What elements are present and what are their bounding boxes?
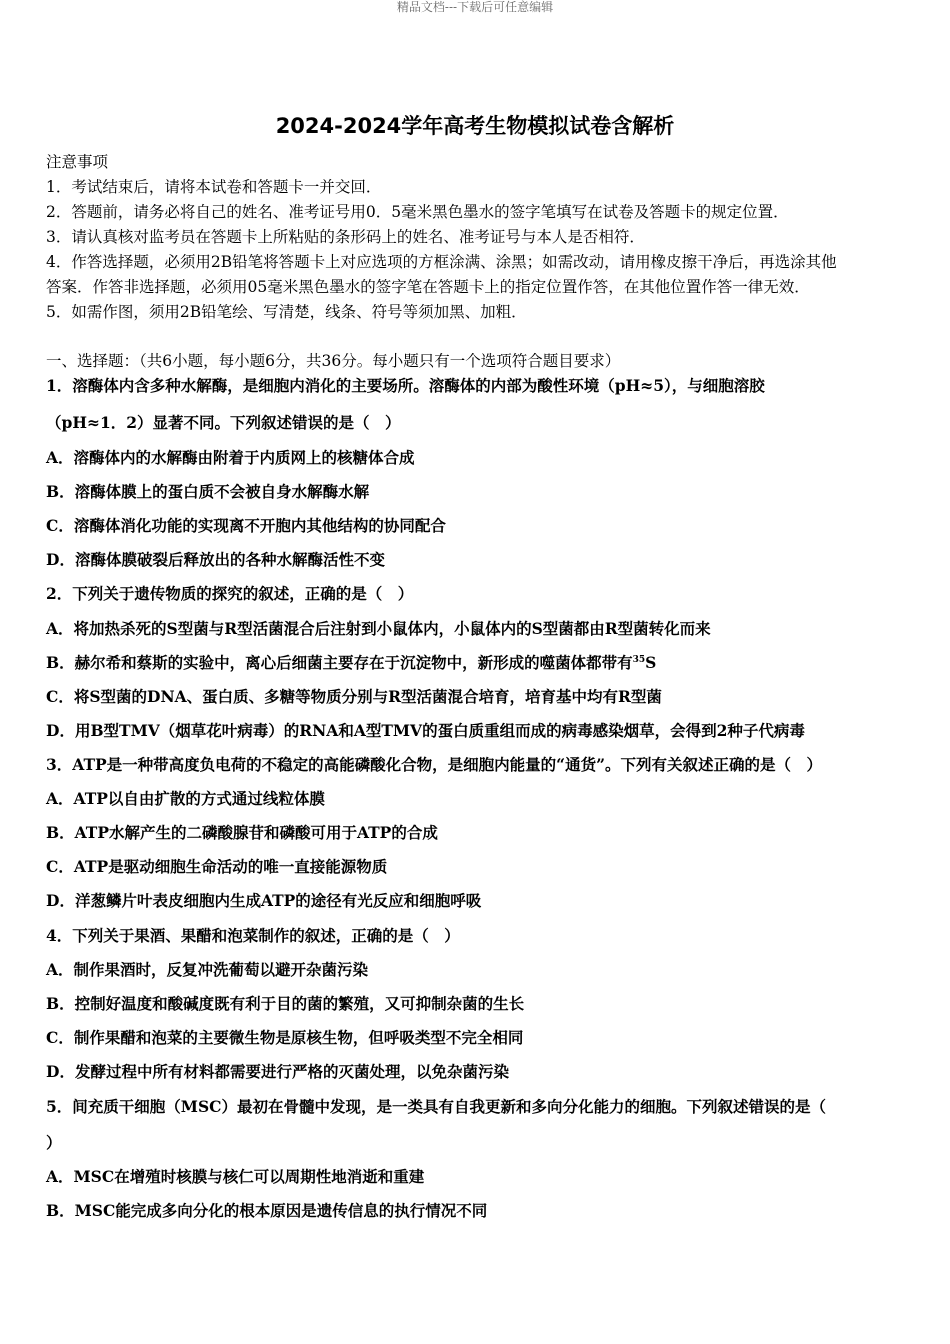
answer-option: B．溶酶体膜上的蛋白质不会被自身水解酶水解	[46, 482, 370, 501]
question-stem: ）	[46, 1133, 62, 1152]
header-watermark-note: 精品文档---下载后可任意编辑	[396, 0, 554, 14]
isotope-element: S	[645, 653, 657, 672]
answer-option: D．用B型TMV（烟草花叶病毒）的RNA和A型TMV的蛋白质重组而成的病毒感染烟草，会得到2种子代病毒	[46, 721, 805, 740]
question-stem: 4．下列关于果酒、果醋和泡菜制作的叙述，正确的是（ ）	[46, 926, 460, 945]
answer-option: D．洋葱鳞片叶表皮细胞内生成ATP的途径有光反应和细胞呼吸	[46, 891, 482, 910]
notice-item: 4．作答选择题，必须用2B铅笔将答题卡上对应选项的方框涂满、涂黑；如需改动，请用橡皮擦干净后，再选涂其他	[46, 253, 837, 271]
notice-item: 2．答题前，请务必将自己的姓名、准考证号用0．5毫米黑色墨水的签字笔填写在试卷及答题卡的规定位置．	[46, 203, 789, 221]
isotope-superscript: 35	[632, 655, 646, 665]
answer-option: A．将加热杀死的S型菌与R型活菌混合后注射到小鼠体内，小鼠体内的S型菌都由R型菌转化而来	[46, 619, 711, 638]
answer-option: D．发酵过程中所有材料都需要进行严格的灭菌处理，以免杂菌污染	[46, 1062, 509, 1081]
answer-option: C．制作果醋和泡菜的主要微生物是原核生物，但呼吸类型不完全相同	[46, 1028, 524, 1047]
question-stem: 3．ATP是一种带高度负电荷的不稳定的高能磷酸化合物，是细胞内能量的“通货”。下列有关叙述正确的是（ ）	[46, 755, 822, 774]
notice-heading: 注意事项	[46, 153, 109, 171]
answer-option: A．ATP以自由扩散的方式通过线粒体膜	[46, 789, 325, 808]
answer-option: A．制作果酒时，反复冲洗葡萄以避开杂菌污染	[46, 960, 369, 979]
answer-option: A．MSC在增殖时核膜与核仁可以周期性地消逝和重建	[46, 1167, 425, 1186]
question-stem: （pH≈1．2）显著不同。下列叙述错误的是（ ）	[46, 413, 401, 432]
answer-option: D．溶酶体膜破裂后释放出的各种水解酶活性不变	[46, 550, 385, 569]
question-stem: 1．溶酶体内含多种水解酶，是细胞内消化的主要场所。溶酶体的内部为酸性环境（pH≈5），与细胞溶胶	[46, 376, 765, 395]
answer-option: C．溶酶体消化功能的实现离不开胞内其他结构的协同配合	[46, 516, 446, 535]
answer-option: A．溶酶体内的水解酶由附着于内质网上的核糖体合成	[46, 448, 415, 467]
answer-option	[46, 653, 656, 673]
question-stem: 2．下列关于遗传物质的探究的叙述，正确的是（ ）	[46, 584, 414, 603]
answer-option-text: B．赫尔希和蔡斯的实验中，离心后细菌主要存在于沉淀物中，新形成的噬菌体都带有	[46, 653, 633, 672]
answer-option: B．ATP水解产生的二磷酸腺苷和磷酸可用于ATP的合成	[46, 823, 438, 842]
answer-option: B．控制好温度和酸碱度既有利于目的菌的繁殖，又可抑制杂菌的生长	[46, 994, 525, 1013]
notice-item: 答案．作答非选择题，必须用05毫米黑色墨水的签字笔在答题卡上的指定位置作答，在其他位置作答一律无效．	[46, 278, 810, 296]
answer-option: C．将S型菌的DNA、蛋白质、多糖等物质分别与R型活菌混合培育，培育基中均有R型菌	[46, 687, 662, 706]
answer-option: B．MSC能完成多向分化的根本原因是遗传信息的执行情况不同	[46, 1201, 488, 1220]
page-title: 2024-2024学年高考生物模拟试卷含解析	[275, 114, 675, 138]
notice-item: 1．考试结束后，请将本试卷和答题卡一并交回．	[46, 178, 382, 196]
answer-option: C．ATP是驱动细胞生命活动的唯一直接能源物质	[46, 857, 388, 876]
section-heading: 一、选择题：（共6小题，每小题6分，共36分。每小题只有一个选项符合题目要求）	[46, 352, 621, 370]
notice-item: 5．如需作图，须用2B铅笔绘、写清楚，线条、符号等须加黑、加粗．	[46, 303, 527, 321]
notice-item: 3．请认真核对监考员在答题卡上所粘贴的条形码上的姓名、准考证号与本人是否相符．	[46, 228, 645, 246]
question-stem: 5．间充质干细胞（MSC）最初在骨髓中发现，是一类具有自我更新和多向分化能力的细胞。下列叙述错误的是（	[46, 1097, 826, 1116]
